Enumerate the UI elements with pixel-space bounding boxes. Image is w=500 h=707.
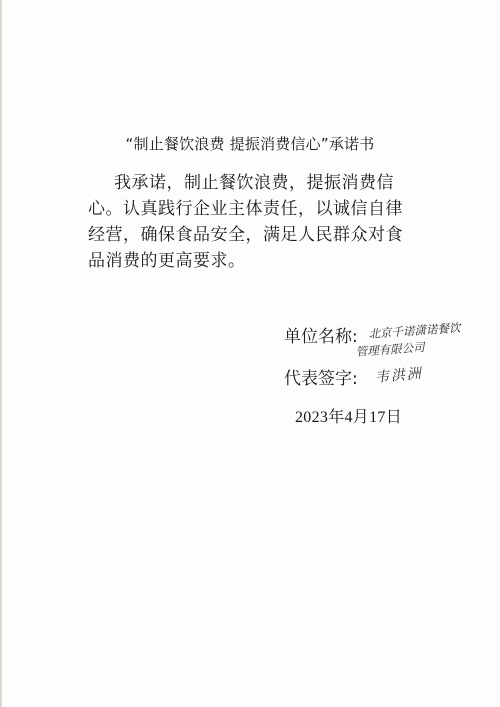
unit-name-label: 单位名称: <box>284 327 358 347</box>
representative-signature: 韦洪洲 <box>374 365 424 386</box>
unit-name-handwriting <box>355 317 500 360</box>
signing-date: 2023年4月17日 <box>295 409 402 426</box>
unit-name-line-2: 管理有限公司 <box>355 340 426 359</box>
document-title: “制止餐饮浪费 提振消费信心”承诺书 <box>125 135 375 153</box>
page-edge <box>0 0 2 707</box>
representative-label: 代表签字: <box>284 369 358 389</box>
commitment-body: 我承诺，制止餐饮浪费，提振消费信心。认真践行企业主体责任，以诚信自律经营，确保食品安全，满足人民群众对食品消费的更高要求。 <box>88 173 403 271</box>
signature-block <box>284 322 484 394</box>
unit-name-row <box>284 320 484 359</box>
representative-row <box>284 364 484 394</box>
unit-name-line-1: 北京千诺潇诺餐饮 <box>368 320 461 341</box>
